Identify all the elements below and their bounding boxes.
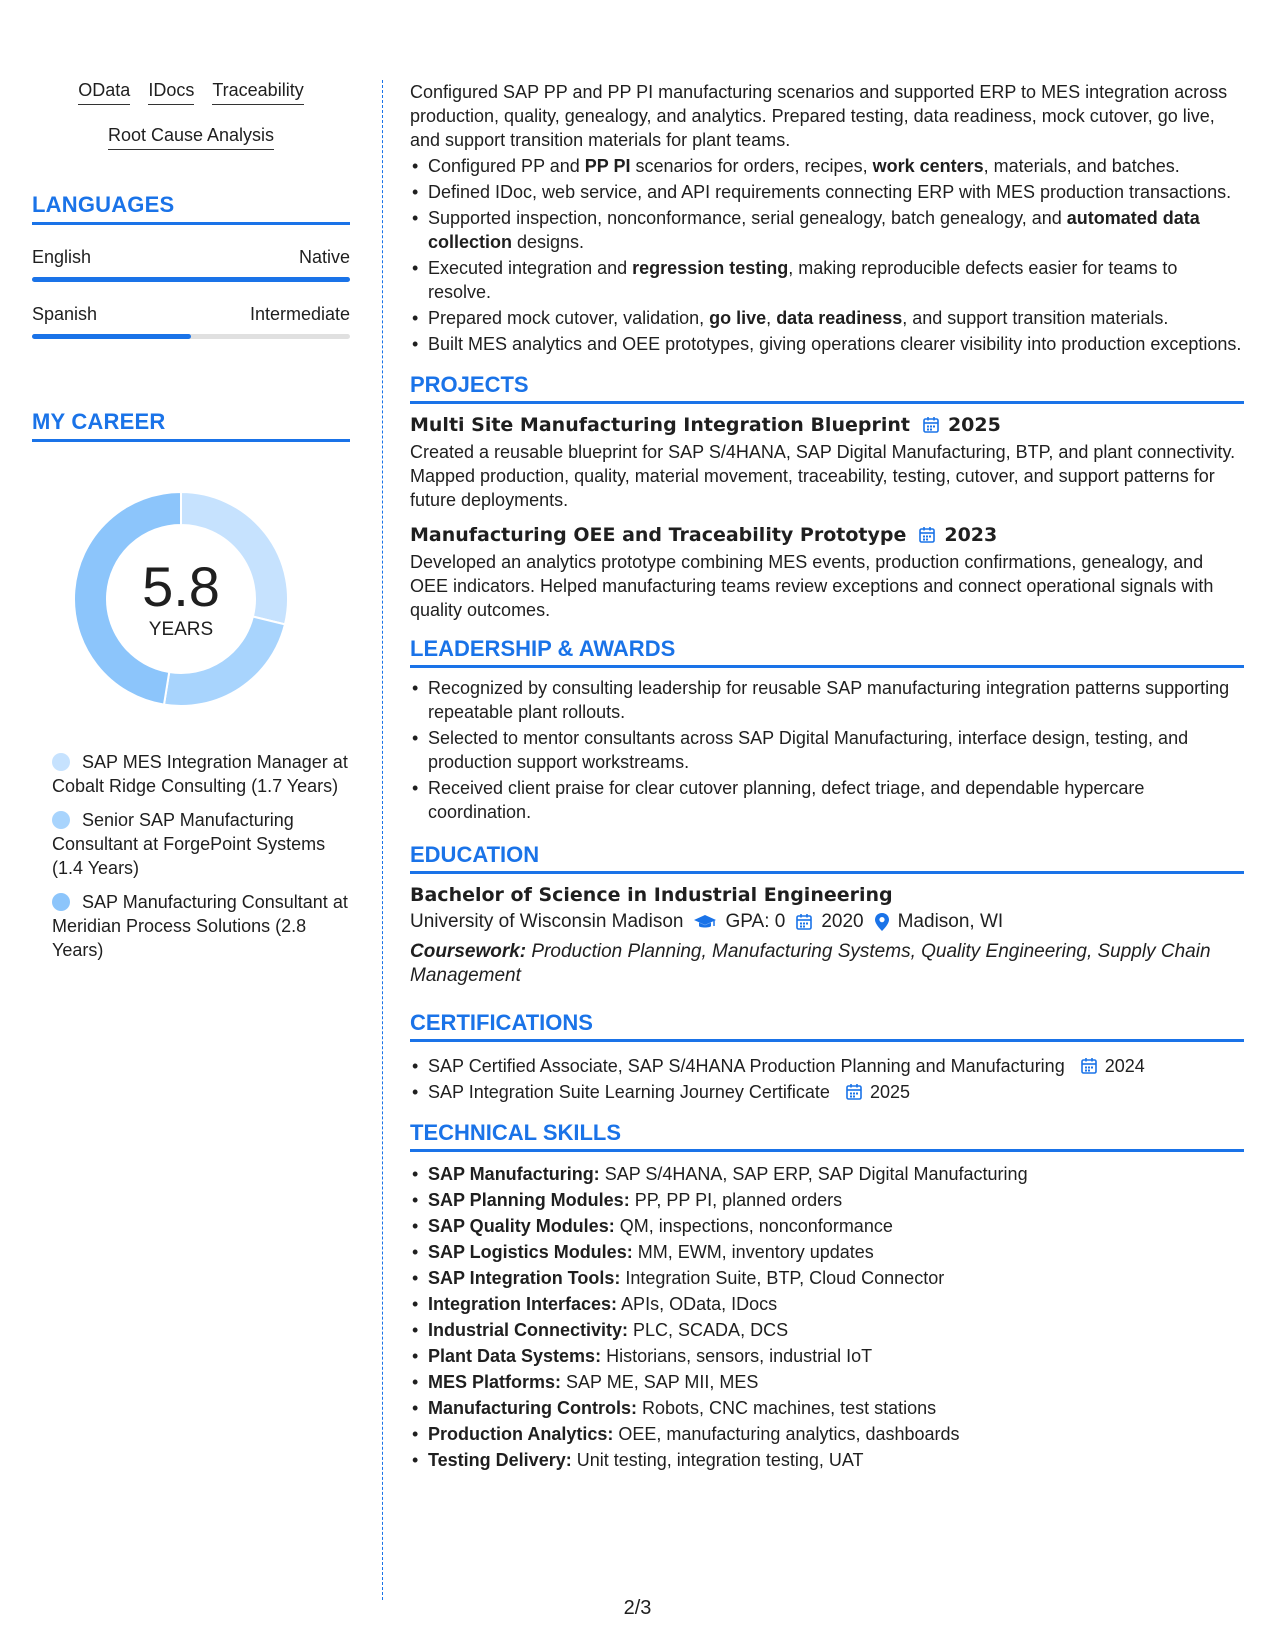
skill-values: Integration Suite, BTP, Cloud Connector [620, 1268, 945, 1288]
tag: IDocs [148, 78, 194, 105]
legend-dot-icon [52, 893, 70, 911]
experience-bullet [410, 180, 1244, 204]
calendar-icon [795, 913, 813, 931]
skill-category: Industrial Connectivity: [428, 1320, 629, 1340]
language-level: Native [298, 247, 350, 267]
education-degree: Bachelor of Science in Industrial Engineering [410, 884, 893, 906]
skills-list [410, 1162, 1244, 1472]
legend-dot-icon [52, 811, 70, 829]
skill-category: SAP Planning Modules: [428, 1190, 630, 1210]
career-heading: MY CAREER [32, 409, 350, 442]
bullet-text: Defined IDoc, web service, and API requirements connecting ERP with MES production transactions. [428, 182, 1232, 202]
tag: Root Cause Analysis [108, 123, 274, 150]
calendar-icon [922, 416, 940, 434]
certification-item [410, 1054, 1244, 1078]
bullet-text: , [766, 308, 777, 328]
calendar-icon [845, 1083, 863, 1101]
education-item [410, 882, 1244, 988]
skill-values: QM, inspections, nonconformance [614, 1216, 893, 1236]
graduation-cap-icon [693, 913, 717, 931]
skill-item [410, 1318, 1244, 1342]
projects-heading: PROJECTS [410, 372, 1244, 404]
skill-item [410, 1292, 1244, 1316]
coursework-list: Production Planning, Manufacturing Systems, Quality Engineering, Supply Chain Management [410, 941, 1211, 986]
bullet-text: , materials, and batches. [983, 156, 1180, 176]
coursework-label: Coursework: [410, 941, 527, 962]
certifications-heading: CERTIFICATIONS [410, 1010, 1244, 1042]
project-description: Created a reusable blueprint for SAP S/4HANA, SAP Digital Manufacturing, BTP, and plant connectivity. Mapped production, quality, material movement, traceability, testing, cutover, and support patterns for future deployments. [410, 442, 1236, 510]
career-legend-item [52, 808, 350, 880]
experience-bullets [410, 154, 1244, 356]
bullet-text: designs. [512, 232, 585, 252]
skill-item [410, 1240, 1244, 1264]
skill-category: SAP Manufacturing: [428, 1164, 600, 1184]
bullet-text: , and support transition materials. [902, 308, 1169, 328]
project-description: Developed an analytics prototype combining MES events, production confirmations, genealogy, and OEE indicators. Helped manufacturing teams review exceptions and connect operational signals with quality outcomes. [410, 552, 1214, 620]
career-legend-label: Senior SAP Manufacturing Consultant at ForgePoint Systems (1.4 Years) [52, 810, 326, 878]
project-item [410, 522, 1244, 622]
project-item [410, 412, 1244, 512]
leadership-list [410, 676, 1244, 824]
bullet-text: , making reproducible defects easier for teams to resolve. [428, 258, 1178, 302]
leadership-heading: LEADERSHIP & AWARDS [410, 636, 1244, 668]
language-name: English [32, 247, 92, 267]
career-legend-label: SAP MES Integration Manager at Cobalt Ridge Consulting (1.7 Years) [52, 752, 348, 796]
project-year: 2025 [947, 414, 1001, 436]
skill-item [410, 1448, 1244, 1472]
skill-values: PP, PP PI, planned orders [629, 1190, 843, 1210]
skill-tags [32, 78, 350, 150]
leadership-item: • Received client praise for clear cutover planning, defect triage, and dependable hypercare coordination. [410, 776, 1244, 824]
skill-category: Production Analytics: [428, 1424, 614, 1444]
sidebar [32, 78, 350, 972]
language-item [32, 302, 350, 339]
skill-item [410, 1396, 1244, 1420]
skill-category: SAP Integration Tools: [428, 1268, 621, 1288]
skill-category: Plant Data Systems: [428, 1346, 602, 1366]
language-bar [32, 334, 350, 339]
experience-summary: Configured SAP PP and PP PI manufacturing scenarios and supported ERP to MES integration across production, quality, genealogy, and analytics. Prepared testing, data readiness, mock cutover, go live, and support transition materials for plant teams. [410, 82, 1228, 150]
skill-item [410, 1370, 1244, 1394]
project-title: Multi Site Manufacturing Integration Blueprint [410, 414, 910, 436]
certification-name: SAP Integration Suite Learning Journey Certificate [428, 1082, 830, 1102]
experience-bullet [410, 256, 1244, 304]
skill-category: SAP Logistics Modules: [428, 1242, 633, 1262]
language-bar-fill [32, 277, 350, 282]
language-item [32, 245, 350, 282]
bullet-keyword: go live [709, 308, 767, 328]
experience-bullet [410, 332, 1244, 356]
career-legend-item [52, 750, 350, 798]
certification-year: 2025 [869, 1082, 910, 1102]
language-bar-fill [32, 334, 191, 339]
legend-dot-icon [52, 753, 70, 771]
certification-name: SAP Certified Associate, SAP S/4HANA Production Planning and Manufacturing [428, 1056, 1065, 1076]
career-legend [32, 750, 350, 962]
bullet-text: scenarios for orders, recipes, [630, 156, 873, 176]
tag: Traceability [212, 78, 303, 105]
bullet-keyword: work centers [872, 156, 984, 176]
career-total: 5.8 [142, 555, 220, 618]
skill-category: Manufacturing Controls: [428, 1398, 637, 1418]
skill-values: SAP ME, SAP MII, MES [561, 1372, 759, 1392]
education-gpa: GPA: 0 [725, 911, 786, 932]
skill-item [410, 1188, 1244, 1212]
skill-values: PLC, SCADA, DCS [628, 1320, 789, 1340]
certification-item [410, 1080, 1244, 1104]
main-content [410, 80, 1244, 1472]
skill-item [410, 1422, 1244, 1446]
experience-bullet [410, 154, 1244, 178]
bullet-keyword: data readiness [776, 308, 903, 328]
skill-category: MES Platforms: [428, 1372, 562, 1392]
skill-category: Testing Delivery: [428, 1450, 572, 1470]
languages-heading: LANGUAGES [32, 192, 350, 225]
education-location: Madison, WI [897, 911, 1004, 932]
page-number: 2/3 [623, 1597, 652, 1619]
certification-year: 2024 [1104, 1056, 1145, 1076]
language-name: Spanish [32, 304, 98, 324]
career-donut [66, 484, 296, 714]
certifications-list [410, 1054, 1244, 1104]
skill-values: Historians, sensors, industrial IoT [601, 1346, 873, 1366]
experience-bullet [410, 306, 1244, 330]
skill-item [410, 1344, 1244, 1368]
language-level: Intermediate [249, 304, 350, 324]
skills-heading: TECHNICAL SKILLS [410, 1120, 1244, 1152]
skill-item [410, 1266, 1244, 1290]
project-title: Manufacturing OEE and Traceability Prototype [410, 524, 907, 546]
location-pin-icon [874, 912, 890, 932]
education-heading: EDUCATION [410, 842, 1244, 874]
calendar-icon [918, 526, 936, 544]
project-year: 2023 [944, 524, 998, 546]
career-legend-item [52, 890, 350, 962]
skill-values: OEE, manufacturing analytics, dashboards [613, 1424, 960, 1444]
leadership-item: • Recognized by consulting leadership for reusable SAP manufacturing integration patterns supporting repeatable plant rollouts. [410, 676, 1244, 724]
skill-item [410, 1214, 1244, 1238]
career-unit: YEARS [148, 619, 214, 640]
skill-values: Robots, CNC machines, test stations [637, 1398, 937, 1418]
skill-values: APIs, OData, IDocs [617, 1294, 778, 1314]
bullet-text: Prepared mock cutover, validation, [428, 308, 710, 328]
bullet-text: Executed integration and [428, 258, 633, 278]
skill-values: SAP S/4HANA, SAP ERP, SAP Digital Manufacturing [599, 1164, 1028, 1184]
skill-item [410, 1162, 1244, 1186]
skill-category: SAP Quality Modules: [428, 1216, 615, 1236]
education-coursework [410, 940, 1244, 988]
education-school: University of Wisconsin Madison [410, 911, 684, 932]
calendar-icon [1080, 1057, 1098, 1075]
skill-values: MM, EWM, inventory updates [632, 1242, 874, 1262]
leadership-item: • Selected to mentor consultants across SAP Digital Manufacturing, interface design, testing, and production support workstreams. [410, 726, 1244, 774]
bullet-text: Supported inspection, nonconformance, serial genealogy, batch genealogy, and [428, 208, 1067, 228]
skill-values: Unit testing, integration testing, UAT [571, 1450, 864, 1470]
experience-bullet [410, 206, 1244, 254]
bullet-keyword: regression testing [632, 258, 789, 278]
bullet-keyword: PP PI [584, 156, 631, 176]
career-legend-label: SAP Manufacturing Consultant at Meridian Process Solutions (2.8 Years) [52, 892, 348, 960]
education-year: 2020 [821, 911, 864, 932]
tag: OData [78, 78, 130, 105]
skill-category: Integration Interfaces: [428, 1294, 618, 1314]
language-bar [32, 277, 350, 282]
bullet-keyword: automated data collection [428, 208, 1200, 252]
bullet-text: Configured PP and [428, 156, 585, 176]
bullet-text: Built MES analytics and OEE prototypes, giving operations clearer visibility into production exceptions. [428, 334, 1242, 354]
column-divider [382, 80, 383, 1600]
